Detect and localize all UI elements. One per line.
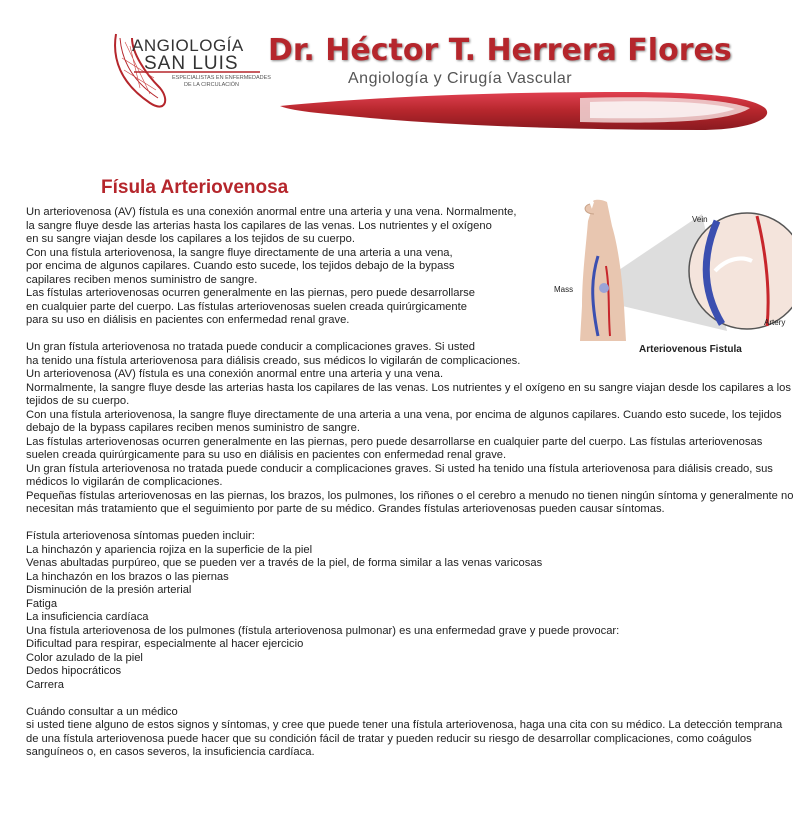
logo-line-4: DE LA CIRCULACIÓN — [184, 82, 240, 88]
paragraph: Pequeñas fístulas arteriovenosas en las piernas, los brazos, los pulmones, los riñones o el cerebro a menudo no tienen ningún síntoma y generalmente no necesitan más tratamiento que el seguimiento por parte de su médico. Grandes fístulas arteriovenosas pueden causar síntomas. — [26, 489, 794, 515]
paragraph: Con una fístula arteriovenosa, la sangre fluye directamente de una arteria a una vena, — [26, 246, 453, 259]
logo-line-1: ANGIOLOGÍA — [132, 36, 244, 55]
paragraph: en cualquier parte del cuerpo. Las fístulas arteriovenosas suelen creada quirúrgicamente — [26, 300, 467, 313]
paragraph: Venas abultadas purpúreo, que se pueden ver a través de la piel, de forma similar a las venas varicosas — [26, 557, 543, 569]
article-body — [26, 206, 796, 760]
page-title: Físula Arteriovenosa — [101, 177, 289, 198]
paragraph-spacer — [26, 328, 796, 342]
doctor-specialty: Angiología y Cirugía Vascular — [348, 70, 573, 87]
figure-label-vein: Vein — [692, 215, 708, 224]
doctor-name: Dr. Héctor T. Herrera Flores — [268, 33, 732, 68]
logo — [110, 28, 271, 118]
paragraph: Un gran fístula arteriovenosa no tratada puede conducir a complicaciones graves. Si usted — [26, 341, 476, 353]
figure-caption: Arteriovenous Fistula — [639, 344, 742, 355]
logo-line-3: ESPECIALISTAS EN ENFERMEDADES — [172, 75, 271, 81]
paragraph: para su uso en diálisis en pacientes con enfermedad renal grave. — [26, 314, 350, 326]
paragraph: Un gran fístula arteriovenosa no tratada puede conducir a complicaciones graves. Si usted ha tenido una fístula arteriovenosa para diálisis creado, sus médicos lo vigilarán de complicaciones. — [26, 462, 773, 488]
paragraph: Un arteriovenosa (AV) fístula es una conexión anormal entre una arteria y una vena. Normalmente, — [26, 206, 517, 218]
paragraph: Cuándo consultar a un médico — [26, 705, 178, 718]
paragraph-spacer — [26, 692, 796, 706]
paragraph-spacer — [26, 517, 796, 531]
paragraph: la sangre fluye desde las arterias hasta los capilares de las venas. Los nutrientes y el oxígeno — [26, 219, 492, 232]
paragraph: Carrera — [26, 678, 64, 691]
paragraph: Fístula arteriovenosa síntomas pueden incluir: — [26, 530, 255, 542]
paragraph: La hinchazón y apariencia rojiza en la superficie de la piel — [26, 543, 313, 556]
figure-label-mass: Mass — [554, 285, 574, 294]
paragraph: Las fístulas arteriovenosas ocurren generalmente en las piernas, pero puede desarrollarse en cualquier parte del cuerpo. Las fístulas arteriovenosas suelen creada quirúrgicamente para su uso en diálisis en pacientes con enfermedad renal grave. — [26, 435, 763, 461]
blood-vessel-banner-icon — [280, 88, 780, 138]
paragraph: capilares reciben menos suministro de sangre. — [26, 273, 258, 286]
paragraph: en su sangre viajan desde los capilares a los tejidos de su cuerpo. — [26, 233, 355, 245]
paragraph: Las fístulas arteriovenosas ocurren generalmente en las piernas, pero puede desarrollarse — [26, 287, 476, 299]
paragraph: ha tenido una fístula arteriovenosa para diálisis creado, sus médicos lo vigilarán de complicaciones. — [26, 354, 521, 367]
paragraph: si usted tiene alguno de estos signos y síntomas, y cree que puede tener una fístula arteriovenosa, haga una cita con su médico. La detección temprana de una fístula arteriovenosa puede hacer que su condición fácil de tratar y pueden reducir su riesgo de desarrollar complicaciones, como coágulos sanguíneos o, en casos severos, la insuficiencia cardíaca. — [26, 719, 783, 758]
paragraph: Color azulado de la piel — [26, 651, 143, 664]
logo-line-2: SAN LUIS — [144, 53, 239, 74]
paragraph: La hinchazón en los brazos o las piernas — [26, 570, 229, 583]
paragraph: La insuficiencia cardíaca — [26, 611, 149, 623]
paragraph: por encima de algunos capilares. Cuando esto sucede, los tejidos debajo de la bypass — [26, 260, 455, 272]
paragraph: Una fístula arteriovenosa de los pulmones (fístula arteriovenosa pulmonar) es una enfermedad grave y puede provocar: — [26, 624, 620, 637]
page-header — [0, 0, 797, 140]
figure-label-artery: Artery — [764, 318, 786, 327]
paragraph: Dificultad para respirar, especialmente al hacer ejercicio — [26, 638, 304, 650]
paragraph: Fatiga — [26, 597, 58, 610]
paragraph: Normalmente, la sangre fluye desde las arterias hasta los capilares de las venas. Los nutrientes y el oxígeno en su sangre viajan desde los capilares a los tejidos de su cuerpo. — [26, 381, 791, 407]
paragraph: Con una fístula arteriovenosa, la sangre fluye directamente de una arteria a una vena, por encima de algunos capilares. Cuando esto sucede, los tejidos debajo de la bypass capilares reciben menos suministro de sangre. — [26, 408, 782, 434]
paragraph: Disminución de la presión arterial — [26, 584, 192, 596]
paragraph: Dedos hipocráticos — [26, 665, 122, 677]
paragraph: Un arteriovenosa (AV) fístula es una conexión anormal entre una arteria y una vena. — [26, 368, 444, 380]
